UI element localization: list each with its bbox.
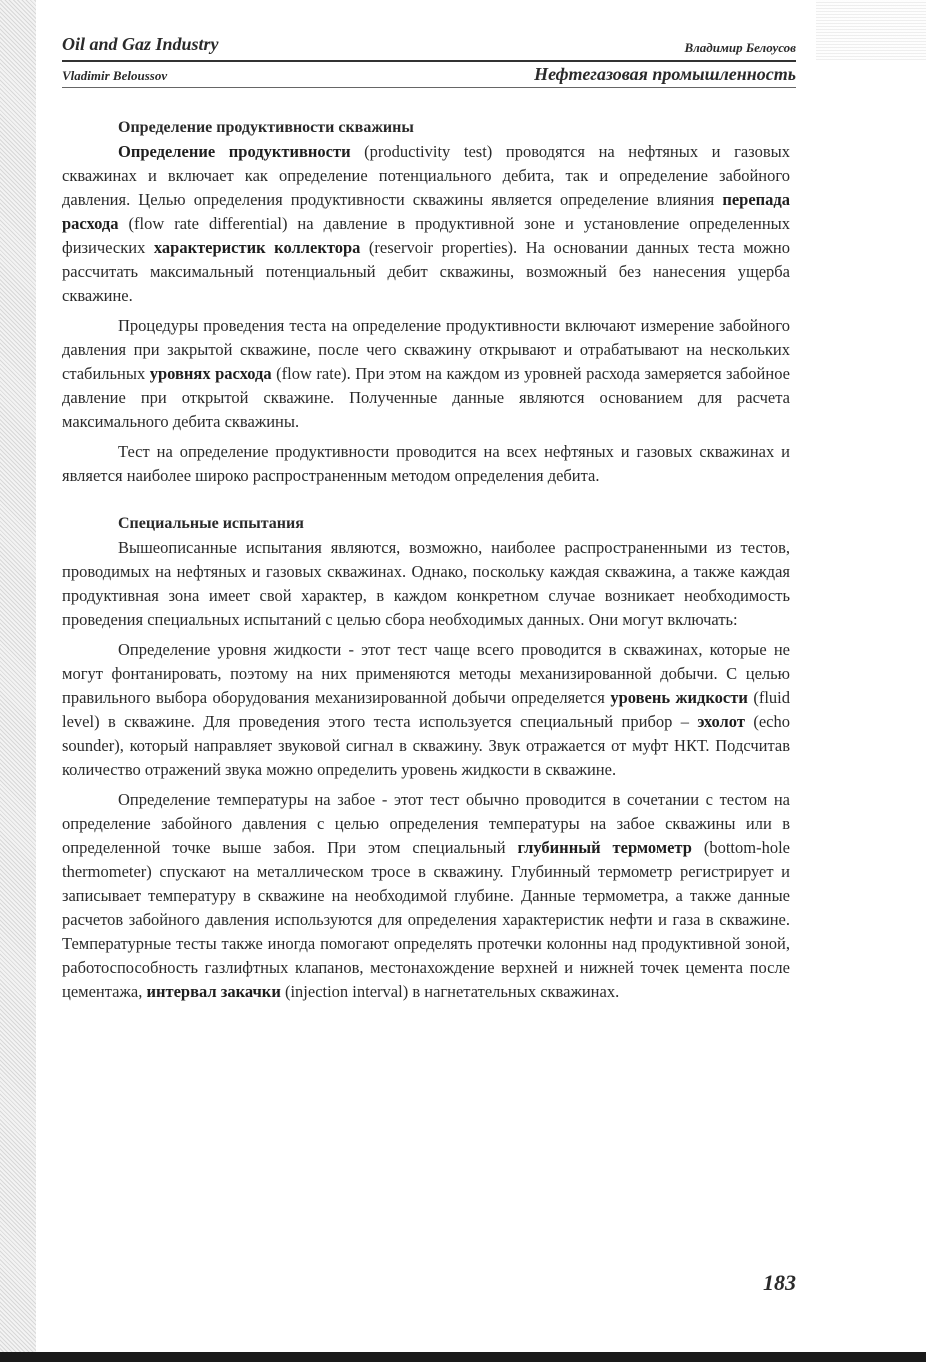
term-echo-sounder: эхолот bbox=[697, 712, 745, 731]
section-heading-special-tests: Специальные испытания bbox=[118, 515, 304, 532]
term-flow-rate-differential: перепада расхода bbox=[62, 190, 790, 233]
term-bottom-hole-thermometer: глубинный термометр bbox=[517, 838, 692, 857]
term-productivity: Определение продуктивности bbox=[118, 142, 351, 161]
term-flow-rate: уровнях расхода bbox=[149, 364, 272, 383]
term-fluid-level: уровень жидкости bbox=[610, 688, 748, 707]
term-injection-interval: интервал закачки bbox=[146, 982, 281, 1001]
header-author-russian: Владимир Белоусов bbox=[684, 40, 796, 55]
page-number: 183 bbox=[763, 1270, 796, 1295]
term-reservoir-properties: характеристик коллектора bbox=[153, 238, 361, 257]
header-rule-bottom bbox=[62, 87, 796, 88]
running-header-bottom bbox=[62, 64, 796, 88]
paragraph-test-usage: Тест на определение продуктивности проводится на всех нефтяных и газовых скважинах и является наиболее широко распространенным методом определения дебита. bbox=[62, 442, 790, 485]
running-header-top bbox=[62, 34, 796, 62]
header-title-russian: Нефтегазовая промышленность bbox=[534, 64, 796, 84]
scan-edge-left bbox=[0, 0, 36, 1362]
paragraph-productivity-definition: Определение продуктивности (productivity test) проводятся на нефтяных и газовых скважинах и включает как определение потенциального дебита, так и определение забойного давления. Целью определения продуктивности скважины является определение влияния перепада расхода (flow rate differential) на давление в продуктивной зоне и установление определенных физических характеристик коллектора (reservoir properties). На основании данных теста можно рассчитать максимальный потенциальный дебит скважины, возможный без нанесения ущерба скважине. bbox=[62, 142, 790, 305]
header-rule-top bbox=[62, 60, 796, 62]
header-author-english: Vladimir Beloussov bbox=[62, 68, 168, 83]
paragraph-fluid-level: Определение уровня жидкости - этот тест чаще всего проводится в скважинах, которые не могут фонтанировать, поэтому на них применяются методы механизированной добычи. С целью правильного выбора оборудования механизированной добычи определяется уровень жидкости (fluid level) в скважине. Для проведения этого теста используется специальный прибор – эхолот (echo sounder), который направляет звуковой сигнал в скважину. Звук отражается от муфт НКТ. Подсчитав количество отражений звука можно определить уровень жидкости в скважине. bbox=[62, 640, 790, 779]
scan-corner-shading bbox=[816, 0, 926, 60]
scan-edge-bottom bbox=[0, 1352, 926, 1362]
page-body bbox=[62, 116, 790, 1004]
paragraph-bottom-hole-temperature: Определение температуры на забое - этот тест обычно проводится в сочетании с тестом на определение забойного давления с целью определения температуры на забое скважины или в определенной точке выше забоя. При этом специальный глубинный термометр (bottom-hole thermometer) спускают на металлическом тросе в скважину. Глубинный термометр регистрирует и записывает температуру в скважине на необходимой глубине. Данные термометра, а также данные расчетов забойного давления используются для определения характеристик нефти и газа в скважине. Температурные тесты также иногда помогают определять протечки колонны над продуктивной зоной, работоспособность газлифтных клапанов, местонахождение верхней и нижней точек цемента после цементажа, интервал закачки (injection interval) в нагнетательных скважинах. bbox=[62, 790, 791, 1001]
paragraph-test-procedure: Процедуры проведения теста на определение продуктивности включают измерение забойного давления при закрытой скважине, после чего скважину открывают и отрабатывают на нескольких стабильных уровнях расхода (flow rate). При этом на каждом из уровней расхода замеряется забойное давление при открытой скважине. Полученные данные являются основанием для расчета максимального дебита скважины. bbox=[62, 316, 790, 431]
header-title-english: Oil and Gaz Industry bbox=[62, 34, 219, 54]
section-heading-productivity: Определение продуктивности скважины bbox=[118, 119, 414, 136]
paragraph-special-tests-intro: Вышеописанные испытания являются, возможно, наиболее распространенными из тестов, проводимых на нефтяных и газовых скважинах. Однако, поскольку каждая скважина, а также каждая продуктивная зона имеет свой характер, в каждом конкретном случае возникает необходимость проведения специальных испытаний с целью сбора необходимых данных. Они могут включать: bbox=[62, 538, 790, 629]
